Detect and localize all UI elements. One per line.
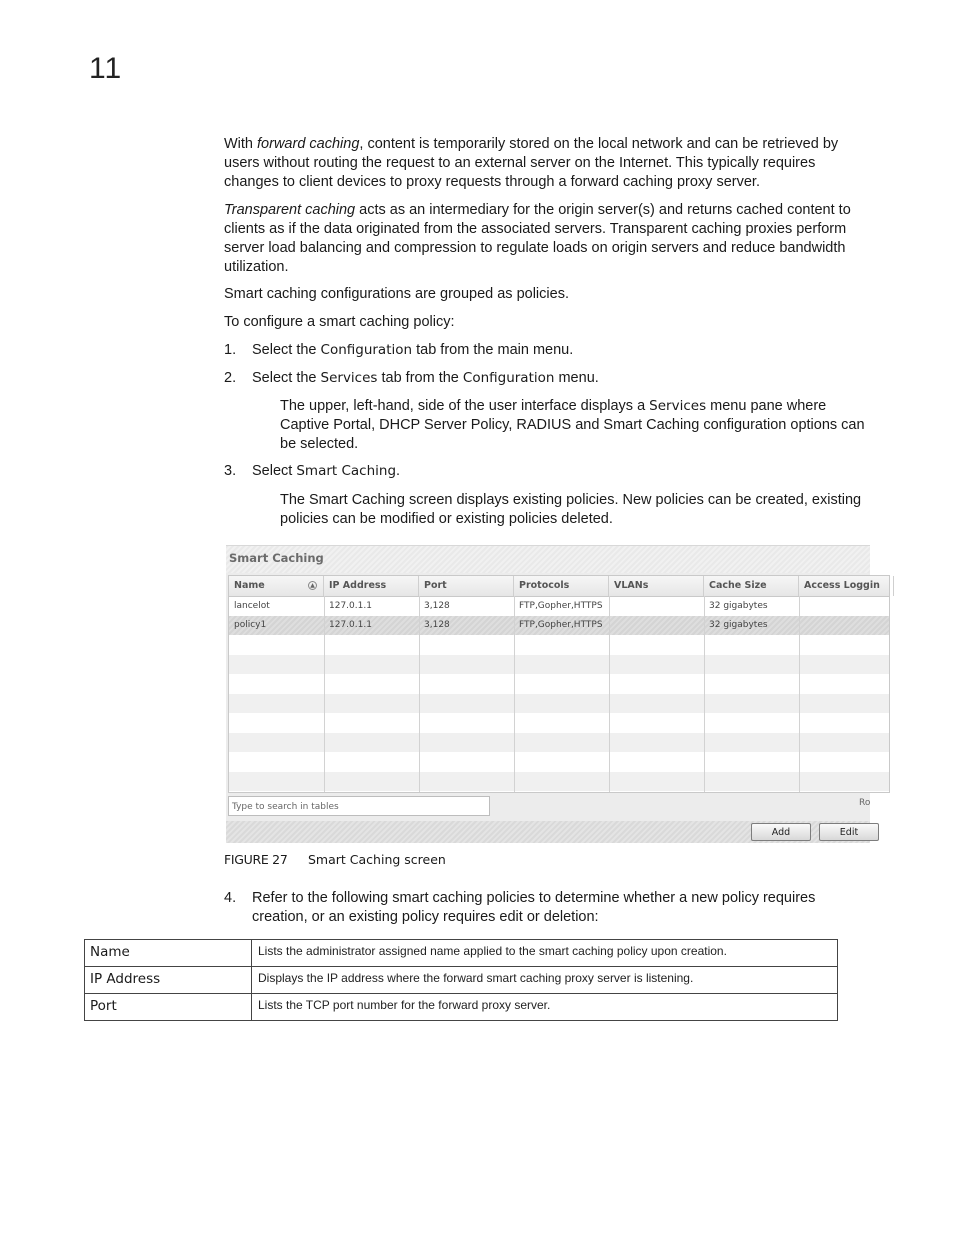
table-search-input[interactable]: Type to search in tables — [228, 796, 490, 816]
column-divider — [419, 596, 420, 792]
cell-cache-size: 32 gigabytes — [709, 601, 768, 611]
empty-row — [229, 694, 889, 713]
figure-label: FIGURE 27 — [224, 852, 288, 867]
table-row[interactable] — [229, 616, 889, 635]
column-header-protocols[interactable]: Protocols — [514, 576, 609, 596]
figure-caption — [224, 852, 446, 867]
step-3-note: The Smart Caching screen displays existing policies. New policies can be created, existing policies can be modified or existing policies deleted. — [280, 492, 862, 527]
forward-caching-paragraph: With forward caching, content is temporarily stored on the local network and can be retrieved by users without routing the request to an external server on the Internet. This typically requires changes to client devices to proxy requests through a forward caching proxy server. — [224, 136, 839, 190]
cell-ip-address: 127.0.1.1 — [329, 620, 372, 630]
definitions-table — [84, 939, 838, 1021]
step-2-note: The upper, left-hand, side of the user interface displays a Services menu pane where Captive Portal, DHCP Server Policy, RADIUS and Smart Caching configuration options can be selected. — [280, 398, 865, 452]
sort-icon[interactable]: ▲ — [308, 581, 317, 590]
transparent-caching-paragraph: Transparent caching acts as an intermediary for the origin server(s) and returns cached content to clients as if the data originated from the associated servers. Transparent caching proxies perform server load balancing and compression to regulate loads on origin servers and reduce bandwidth utilization. — [224, 202, 851, 275]
smart-caching-screenshot — [226, 545, 880, 843]
description-cell: Lists the TCP port number for the forward proxy server. — [252, 994, 838, 1021]
policies-table — [228, 575, 890, 793]
cell-port: 3,128 — [424, 601, 450, 611]
step-2: 2. Select the Services tab from the Configuration menu. — [224, 370, 599, 386]
term-cell: Port — [85, 994, 252, 1021]
column-header-ip-address[interactable]: IP Address — [324, 576, 419, 596]
term-cell: IP Address — [85, 967, 252, 994]
column-divider — [324, 596, 325, 792]
step-4: 4. Refer to the following smart caching policies to determine whether a new policy requires creation, or an existing policy requires edit or deletion: — [224, 890, 816, 925]
policies-paragraph: Smart caching configurations are grouped as policies. — [224, 286, 569, 302]
column-header-port[interactable]: Port — [419, 576, 514, 596]
column-divider — [704, 596, 705, 792]
step-1: 1. Select the Configuration tab from the main menu. — [224, 342, 574, 358]
empty-row — [229, 655, 889, 674]
column-divider — [514, 596, 515, 792]
step-3: 3. Select Smart Caching. — [224, 463, 401, 479]
table-row — [85, 994, 838, 1021]
procedure-intro: To configure a smart caching policy: — [224, 314, 455, 330]
row-count-label: Ro — [859, 798, 871, 808]
description-cell: Displays the IP address where the forward smart caching proxy server is listening. — [252, 967, 838, 994]
column-header-access-logging[interactable]: Access Loggin — [799, 576, 894, 596]
empty-row — [229, 733, 889, 752]
screen-title: Smart Caching — [229, 551, 324, 565]
cell-protocols: FTP,Gopher,HTTPS — [519, 601, 603, 611]
cell-cache-size: 32 gigabytes — [709, 620, 768, 630]
table-row — [85, 940, 838, 967]
table-row — [85, 967, 838, 994]
cell-name: policy1 — [234, 620, 267, 630]
empty-row — [229, 772, 889, 791]
cell-name: lancelot — [234, 601, 270, 611]
column-divider — [609, 596, 610, 792]
edit-button[interactable]: Edit — [819, 823, 879, 841]
add-button[interactable]: Add — [751, 823, 811, 841]
figure-title: Smart Caching screen — [308, 852, 446, 867]
term-cell: Name — [85, 940, 252, 967]
column-header-vlans[interactable]: VLANs — [609, 576, 704, 596]
chapter-number: 11 — [89, 52, 123, 85]
column-header-cache-size[interactable]: Cache Size — [704, 576, 799, 596]
cell-protocols: FTP,Gopher,HTTPS — [519, 620, 603, 630]
table-row[interactable] — [229, 597, 889, 616]
column-header-name[interactable]: Name ▲ — [229, 576, 324, 596]
column-divider — [799, 596, 800, 792]
cell-port: 3,128 — [424, 620, 450, 630]
description-cell: Lists the administrator assigned name applied to the smart caching policy upon creation. — [252, 940, 838, 967]
cell-ip-address: 127.0.1.1 — [329, 601, 372, 611]
table-header — [229, 576, 889, 597]
